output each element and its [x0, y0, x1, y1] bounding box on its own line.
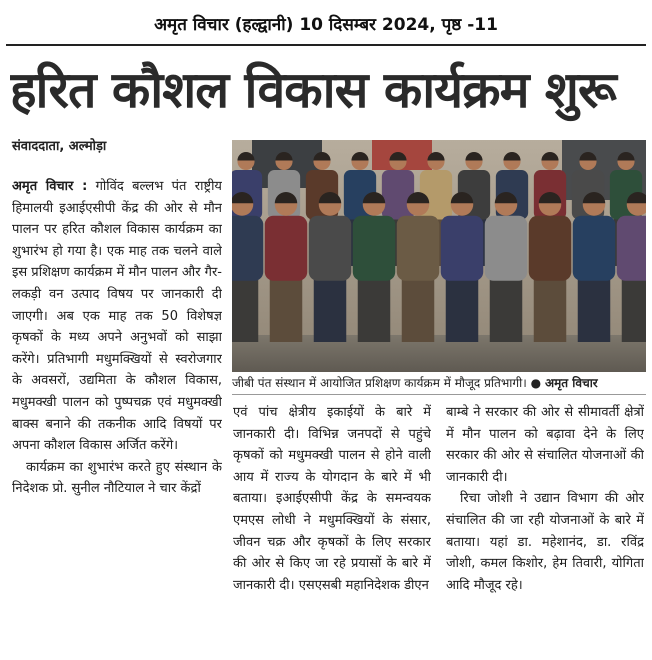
caption-source: अमृत विचार: [544, 376, 598, 390]
photo-person-shape: [270, 280, 303, 343]
lead-in: अमृत विचार :: [12, 179, 88, 194]
article-column-3: [446, 402, 644, 654]
photo-person-shape: [529, 216, 572, 281]
photo-person-shape: [397, 216, 440, 281]
photo-person-shape: [490, 280, 523, 343]
byline: संवाददाता, अल्मोड़ा: [12, 139, 107, 154]
article-paragraph-3: एवं पांच क्षेत्रीय इकाईयों के बारे में जानकारी दी। विभिन्न जनपदों से पहुंचे कृषकों को मधुमक्खी पालन से होने वाली आय में राज्य के योगदान के बारे में भी बताया। इआईएसीपी केंद्र के समन्वयक एमएस लोधी ने मधुमक्खियों के संसार, जीवन चक्र और कृषकों के लिए सरकार की ओर से किए जा रहे प्रयासों के बारे में जानकारी दी। एसएसबी महानिदेशक डीएन: [233, 405, 431, 593]
photo-person-shape: [232, 216, 263, 281]
photo-person-shape: [485, 216, 528, 281]
photo-person-shape: [232, 280, 258, 343]
photo-person-shape: [314, 280, 347, 343]
article-paragraph-5: रिचा जोशी ने उद्यान विभाग की ओर संचालित की जा रही योजनाओं के बारे में बताया। यहां डा. महेशानंद, डा. रविंद्र जोशी, कमल किशोर, हेम तिवारी, योगिता आदि मौजूद रहे।: [446, 491, 644, 593]
photo-person-shape: [446, 280, 479, 343]
article-paragraph-1: [12, 176, 222, 457]
caption-text: जीबी पंत संस्थान में आयोजित प्रशिक्षण कार्यक्रम में मौजूद प्रतिभागी। ●: [232, 376, 542, 390]
masthead: अमृत विचार (हल्द्वानी) 10 दिसम्बर 2024, पृष्ठ -11: [154, 15, 498, 35]
paragraph-1-text: गोविंद बल्लभ पंत राष्ट्रीय हिमालयी इआईएसीपी केंद्र की ओर से मौन पालन पर हरित कौशल विकास कार्यक्रम का शुभारंभ हो गया है। एक माह तक चलने वाले इस प्रशिक्षण कार्यक्रम में मौन पालन और गैर-लकड़ी वन उत्पाद विषय पर जानकारी दी जाएगी। अब एक माह तक 50 विशेषज्ञ कृषकों के मध्य अपने अनुभवों को साझा करेंगे। प्रतिभागी मधुमक्खियों से स्वरोजगार के अवसरों, उद्यमिता के कौशल विकास, मधुमक्खी पालन को पुष्पचक्र एवं मधुमक्खी बाक्स बनाने की तकनीक आदि विषयों पर अपना कौशल विकास अर्जित करेंगे।: [12, 179, 222, 454]
photo-person-shape: [622, 280, 646, 343]
photo-caption: [232, 372, 646, 395]
article-column-2: [233, 402, 431, 654]
photo-person-shape: [441, 216, 484, 281]
photo-person-shape: [534, 280, 567, 343]
article-paragraph-4: बाम्बे ने सरकार की ओर से सीमावर्ती क्षेत्रों में मौन पालन को बढ़ावा देने के लिए सरकार की ओर से संचालित योजनाओं की जानकारी दी।: [446, 405, 644, 485]
photo-person-shape: [617, 216, 646, 281]
group-photo-illustration: [232, 140, 646, 372]
article-column-1: [12, 176, 222, 654]
masthead-rule: [6, 44, 646, 46]
photo-person-shape: [353, 216, 396, 281]
article-paragraph-2: कार्यक्रम का शुभारंभ करते हुए संस्थान के निदेशक प्रो. सुनील नौटियाल ने चार केंद्रों: [12, 459, 222, 497]
photo-person-shape: [382, 170, 414, 219]
photo-person-shape: [265, 216, 308, 281]
photo-person-shape: [309, 216, 352, 281]
photo-person-shape: [358, 280, 391, 343]
photo-person-shape: [578, 280, 611, 343]
headline: हरित कौशल विकास कार्यक्रम शुरू: [10, 61, 616, 119]
photo-person-shape: [402, 280, 435, 343]
news-photo: [232, 140, 646, 372]
photo-person-shape: [573, 216, 616, 281]
